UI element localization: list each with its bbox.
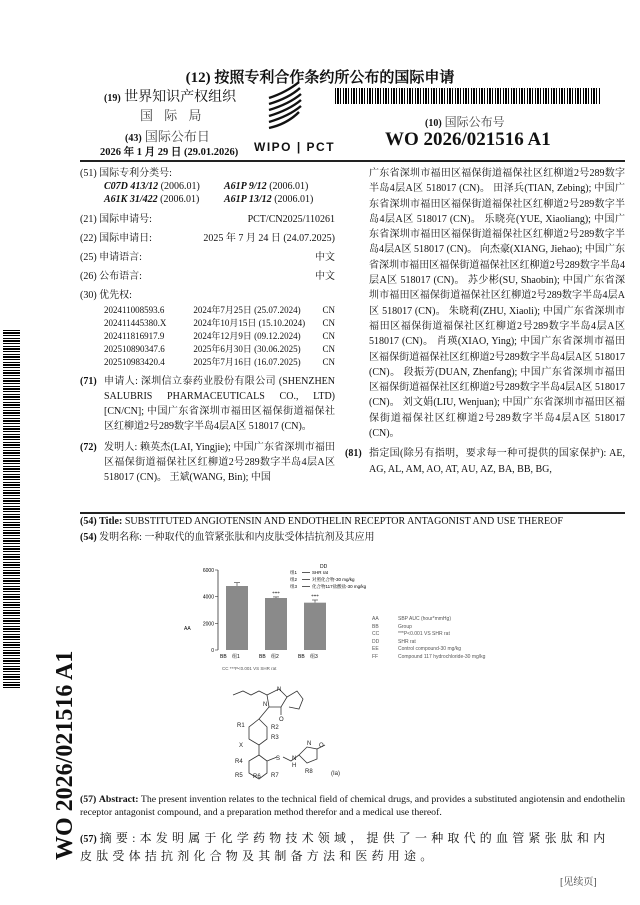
- publication-date: 2026 年 1 月 29 日 (29.01.2026): [100, 147, 239, 158]
- ipc-code: A61K 31/422 (2006.01): [104, 193, 200, 205]
- ipc-code: C07D 413/12 (2006.01): [104, 181, 200, 193]
- atom-o: O: [279, 717, 284, 723]
- legend-key-code: DD: [372, 638, 380, 645]
- legend-key-text: Control compound-30 mg/kg: [398, 646, 462, 652]
- priority-cc: CN: [322, 317, 335, 328]
- atom-r2: R2: [271, 725, 279, 731]
- atom-r3: R3: [271, 735, 279, 741]
- legend-key: [372, 654, 485, 662]
- legend-group: 组3: [290, 584, 298, 589]
- priority-no: 202411445380.X: [104, 317, 167, 328]
- legend-key-code: EE: [372, 646, 379, 652]
- legend-key-text: SHR rat: [398, 638, 416, 645]
- bar: [265, 598, 287, 650]
- atom-r8: R8: [305, 769, 313, 775]
- abstract-chinese: (57) 摘要:本发明属于化学药物技术领域，提供了一种取代的血管紧张肽和内皮肽受体拮抗剂化合物及其制备方法和医药用途。: [80, 831, 610, 863]
- ipc-code: A61P 13/12 (2006.01): [224, 193, 314, 205]
- y-tick-label: 4000: [202, 594, 214, 601]
- priority-row: [104, 317, 335, 330]
- wipo-logo-icon: [265, 80, 305, 140]
- atom-s: S: [276, 756, 281, 762]
- priority-cc: CN: [322, 330, 335, 341]
- chemical-structure-formula: [195, 675, 365, 780]
- legend-tag: DD: [320, 564, 328, 570]
- vertical-barcode: [3, 330, 20, 690]
- legend-label: SHR rat: [312, 570, 329, 575]
- legend-key-text: SBP AUC (hour*mmHg): [398, 616, 451, 622]
- priority-cc: CN: [322, 356, 335, 367]
- legend-key-text: ***P<0.001 VS SHR rat: [398, 631, 450, 637]
- y-tick-label: 2000: [202, 621, 214, 628]
- legend-label: 对照化合物-30 mg/kg: [312, 577, 355, 582]
- legend-key-code: AA: [372, 616, 379, 622]
- abstract-english: (57) Abstract: The present invention relates to the technical field of chemical drugs, and provides a substituted angiotensin and endothelin receptor antagonist compound, and a preparation method therefor and a medical use thereof.: [80, 794, 626, 818]
- priority-date: 2025年6月30日 (30.06.2025): [193, 343, 301, 354]
- applicant: (71) 申请人: 深圳信立泰药业股份有限公司 (SHENZHEN SALUBRIS PHARMACEUTICALS CO., LTD) [CN/CN]; 中国广东省深圳市福田区福保街道福保社区红柳道2号289数字半岛4层A区 518017 (CN)。: [80, 375, 335, 433]
- legend-key: [372, 616, 485, 624]
- significance-label: ***: [272, 591, 280, 597]
- formula-label: (Ia): [331, 771, 340, 777]
- legend-group: 组2: [290, 577, 298, 582]
- publication-date-label: (43) 国际公布日: [125, 129, 210, 144]
- priority-list: [80, 304, 335, 369]
- wipo-pct-logo: WIPO | PCT: [254, 140, 336, 154]
- bar: [226, 586, 248, 650]
- atom-n: N: [263, 702, 268, 708]
- atom-r1: R1: [237, 723, 245, 729]
- legend-key-text: Compound 117 hydrochloride-30 mg/kg: [398, 653, 486, 660]
- x-tick-label: 组2: [271, 654, 279, 660]
- x-axis-label: BB: [298, 654, 305, 660]
- legend-group: 组1: [290, 570, 298, 575]
- right-column: [345, 166, 625, 477]
- atom-r5: R5: [235, 773, 243, 779]
- atom-o: O: [319, 743, 324, 749]
- legend-key-code: FF: [372, 653, 379, 660]
- application-number: (21) 国际申请号: PCT/CN2025/110261: [80, 214, 335, 226]
- bureau: 国 际 局: [140, 108, 206, 123]
- priority-date: 2024年7月25日 (25.07.2024): [193, 304, 301, 315]
- publication-number-label: (10) 国际公布号: [425, 115, 505, 129]
- priority-no: 202510890347.6: [104, 343, 165, 354]
- legend-label: 化合物117盐酸盐-30 mg/kg: [312, 584, 367, 589]
- priority-date: 2025年7月16日 (16.07.2025): [193, 356, 301, 367]
- atom-r4: R4: [235, 759, 243, 765]
- title-english: (54) Title: SUBSTITUTED ANGIOTENSIN AND ENDOTHELIN RECEPTOR ANTAGONIST AND USE THEREOF: [80, 516, 563, 527]
- priority-no: 202411816917.9: [104, 330, 165, 341]
- legend-key-text: Group: [398, 623, 412, 630]
- publication-language: (26) 公布语言: 中文: [80, 271, 335, 283]
- figure-legend: [372, 616, 485, 661]
- atom-nh: N: [292, 756, 297, 762]
- priority-cc: CN: [322, 304, 335, 315]
- atom-n: N: [307, 741, 312, 747]
- priority-row: [104, 304, 335, 317]
- priority-no: 202411008593.6: [104, 304, 165, 315]
- atom-r6: R6: [253, 774, 261, 780]
- atom-n: N: [277, 687, 282, 693]
- ipc-label: (51) 国际专利分类号:: [80, 168, 172, 179]
- atom-h: H: [292, 763, 297, 769]
- y-tick-label: 0: [211, 648, 214, 654]
- atom-r7: R7: [271, 773, 279, 779]
- priority-date: 2024年12月9日 (09.12.2024): [193, 330, 301, 341]
- bar: [304, 603, 326, 650]
- inventors: (72) 发明人: 赖英杰(LAI, Yingjie); 中国广东省深圳市福田区福保街道福保社区红柳道2号289数字半岛4层A区 518017 (CN)。 王斌(WANG, Bin); 中国: [80, 441, 335, 484]
- y-axis-label: AA: [184, 626, 191, 632]
- designated-states: (81) 指定国(除另有指明，要求每一种可提供的国家保护): AE, AG, AL, AM, AO, AT, AU, AZ, BA, BB, BG,: [345, 448, 625, 475]
- left-column: [80, 166, 335, 486]
- priority-no: 202510983420.4: [104, 356, 165, 367]
- filing-language: (25) 申请语言: 中文: [80, 252, 335, 264]
- legend-key: [372, 639, 485, 647]
- significance-label: ***: [311, 595, 319, 600]
- organization: (19) 世界知识产权组织: [104, 90, 237, 105]
- publication-number: WO 2026/021516 A1: [385, 129, 551, 150]
- legend-key: [372, 646, 485, 654]
- title-chinese: (54) 发明名称: 一种取代的血管紧张肽和内皮肽受体拮抗剂及其应用: [80, 532, 375, 543]
- ipc-code: A61P 9/12 (2006.01): [224, 181, 309, 193]
- document-type: (12) 按照专利合作条约所公布的国际申请: [185, 70, 455, 86]
- ipc-codes: [80, 181, 335, 206]
- priority-date: 2024年10月15日 (15.10.2024): [193, 317, 306, 328]
- priority-label: (30) 优先权:: [80, 290, 132, 302]
- divider: [80, 160, 625, 162]
- priority-cc: CN: [322, 343, 335, 354]
- bar-chart: [180, 560, 370, 670]
- priority-row: [104, 330, 335, 343]
- side-publication-number: WO 2026/021516 A1: [52, 650, 78, 860]
- inventors-continued: 广东省深圳市福田区福保街道福保社区红柳道2号289数字半岛4层A区 518017 (CN)。 田泽兵(TIAN, Zebing); 中国广东省深圳市福田区福保街道福保社区红柳道2号289数字半岛4层A区 518017 (CN)。 乐晓亮(YUE, Xiaoliang); 中国广东省深圳市福田区福保街道福保社区红柳道2号289数字半岛4层A区 518017 (CN)。 向杰豪(XIANG, Jiehao); 中国广东省深圳市福田区福保街道福保社区红柳道2号289数字半岛4层A区 518017 (CN)。 苏少彬(SU, Shaobin); 中国广东省深圳市福田区福保街道福保社区红柳道2号289数字半岛4层A区 518017 (CN)。 朱晓莉(ZHU, Xiaoli); 中国广东省深圳市福田区福保街道福保社区红柳道2号289数字半岛4层A区 518017 (CN)。 肖瑛(XIAO, Ying); 中国广东省深圳市福田区福保街道福保社区红柳道2号289数字半岛4层A区 518017 (CN)。 段振芳(DUAN, Zhenfang); 中国广东省深圳市福田区福保街道福保社区红柳道2号289数字半岛4层A区 518017 (CN)。 刘文娟(LIU, Wenjuan); 中国广东省深圳市福田区福保街道福保社区红柳道2号289数字半岛4层A区 518017 (CN)。: [369, 168, 625, 440]
- legend-key-code: BB: [372, 623, 379, 630]
- atom-x: X: [239, 743, 244, 749]
- x-axis-label: BB: [220, 654, 227, 660]
- x-axis-label: BB: [259, 654, 266, 660]
- priority-row: [104, 343, 335, 356]
- barcode: [335, 88, 600, 104]
- legend-key: [372, 624, 485, 632]
- legend-key-code: CC: [372, 631, 380, 637]
- x-tick-label: 组1: [232, 654, 240, 660]
- y-tick-label: 6000: [202, 568, 214, 574]
- application-date: (22) 国际申请日: 2025 年 7 月 24 日 (24.07.2025): [80, 233, 335, 245]
- legend-key: [372, 631, 485, 639]
- priority-row: [104, 356, 335, 369]
- chart-footnote: CC ***P<0.001 VS SHR rat: [222, 666, 277, 670]
- x-tick-label: 组3: [310, 654, 318, 660]
- continued-marker: [见续页]: [560, 877, 597, 888]
